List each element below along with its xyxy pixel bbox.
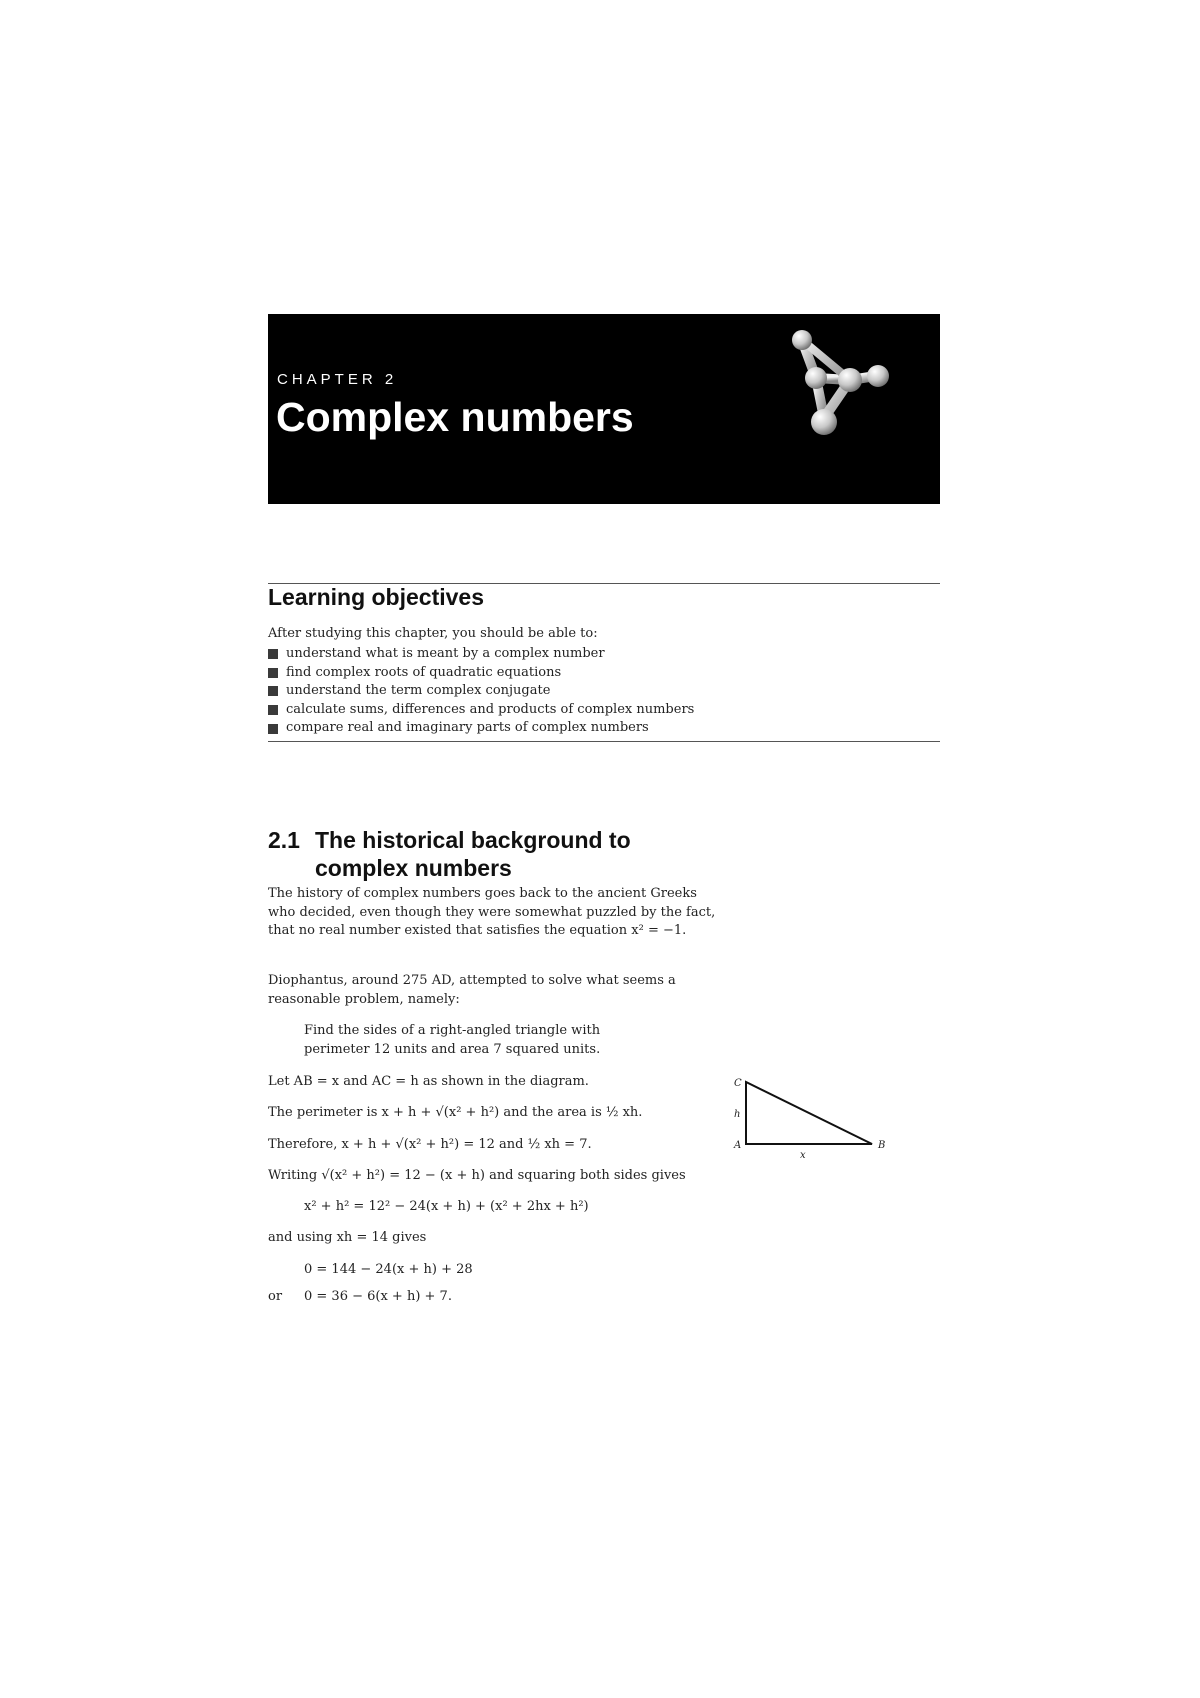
therefore-statement: Therefore, x + h + √(x² + h²) = 12 and ½ xh = 7. [268,1137,592,1152]
chapter-title: Complex numbers [276,394,634,440]
objectives-bottom-rule [268,741,940,742]
chapter-banner [268,314,940,504]
objective-text: understand the term complex conjugate [286,683,551,699]
or-label: or [268,1289,283,1304]
objectives-intro: After studying this chapter, you should be able to: [268,626,598,641]
square-bullet-icon [268,724,278,734]
triangle-diagram [730,1070,890,1170]
diophantus-paragraph: Diophantus, around 275 AD, attempted to solve what seems a reasonable problem, namely: [268,973,676,1007]
objectives-heading: Learning objectives [268,584,485,610]
objective-text: calculate sums, differences and products of complex numbers [286,701,695,717]
triangle-shape [746,1082,872,1144]
list-item [268,664,694,683]
vertex-label-b: B [878,1140,886,1151]
square-bullet-icon [268,649,278,659]
square-bullet-icon [268,668,278,678]
vertex-label-a: A [734,1140,742,1151]
objectives-list [268,645,694,738]
let-statement: Let AB = x and AC = h as shown in the diagram. [268,1074,589,1089]
square-bullet-icon [268,686,278,696]
vertex-label-c: C [734,1078,742,1089]
equation-1: x² + h² = 12² − 24(x + h) + (x² + 2hx + h²) [304,1199,589,1214]
equation-2: 0 = 144 − 24(x + h) + 28 [304,1262,473,1277]
using-statement: and using xh = 14 gives [268,1230,427,1245]
perimeter-statement: The perimeter is x + h + √(x² + h²) and the area is ½ xh. [268,1105,643,1120]
list-item [268,645,694,664]
square-bullet-icon [268,705,278,715]
problem-quote-line-1: Find the sides of a right-angled triangle with [304,1023,601,1038]
molecule-icon [786,326,898,446]
list-item [268,701,694,720]
list-item [268,682,694,701]
problem-quote-line-2: perimeter 12 units and area 7 squared units. [304,1042,601,1057]
list-item [268,719,694,738]
section-number: 2.1 [268,827,300,853]
side-label-x: x [800,1150,806,1161]
section-title: The historical background to complex numbers [315,827,631,881]
objective-text: compare real and imaginary parts of complex numbers [286,720,649,736]
writing-statement: Writing √(x² + h²) = 12 − (x + h) and squaring both sides gives [268,1168,686,1183]
history-paragraph: The history of complex numbers goes back to the ancient Greeks who decided, even though they were somewhat puzzled by the fact, that no real number existed that satisfies the equation x² = −1. [268,886,716,939]
objective-text: find complex roots of quadratic equations [286,664,562,680]
side-label-h: h [734,1109,741,1120]
objective-text: understand what is meant by a complex number [286,646,605,661]
equation-3: 0 = 36 − 6(x + h) + 7. [304,1289,452,1304]
chapter-label: CHAPTER 2 [277,371,398,388]
